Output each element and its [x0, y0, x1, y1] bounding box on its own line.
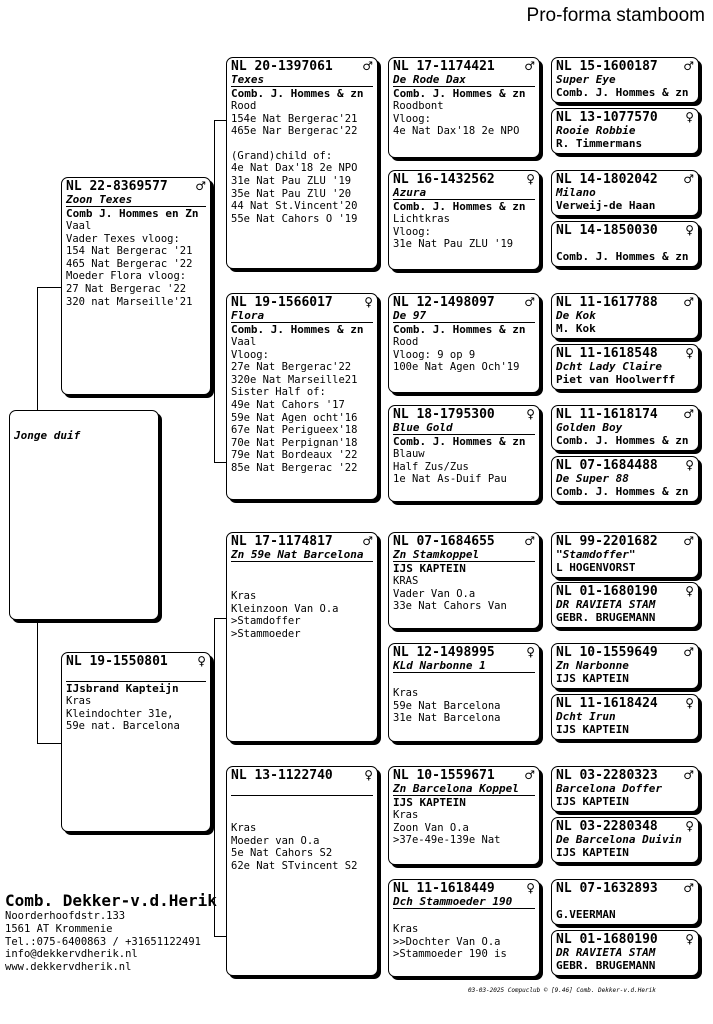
connector: [214, 120, 215, 462]
breeder-address: Noorderhoofdstr.133: [5, 910, 126, 922]
connector: [214, 462, 226, 463]
pedigree-card-g4-12: NL 11-1618424 ♀ Dcht Irun IJS KAPTEIN: [551, 694, 699, 740]
pedigree-card-g2-4: NL 13-1122740 ♀ Kras Moeder van O.a 5e Nat Cahors S2 62e Nat STvincent S2: [226, 766, 378, 976]
male-icon: ♂: [524, 295, 535, 309]
pedigree-card-g4-3: NL 14-1802042 ♂ Milano Verweij-de Haan: [551, 170, 699, 216]
female-icon: ♀: [685, 346, 694, 360]
connector: [37, 620, 38, 743]
female-icon: ♀: [685, 819, 694, 833]
sire-notes: Vaal Vader Texes vloog: 154 Nat Bergerac '21 465 Nat Bergerac '22 Moeder Flora vloog: 27 Nat Bergerac '22 320 nat Marseille'21: [66, 220, 193, 308]
female-icon: ♀: [685, 110, 694, 124]
pedigree-card-g3-5: NL 07-1684655 ♂ Zn Stamkoppel IJS KAPTEIN KRAS Vader Van O.a 33e Nat Cahors Van: [388, 532, 540, 629]
pedigree-card-g4-10: NL 01-1680190 ♀ DR RAVIETA STAM GEBR. BRUGEMANN: [551, 582, 699, 628]
pedigree-card-g3-1: NL 17-1174421 ♂ De Rode Dax Comb. J. Hommes & zn Roodbont Vloog: 4e Nat Dax'18 2e NPO: [388, 57, 540, 158]
male-icon: ♂: [683, 645, 694, 659]
male-icon: ♂: [683, 881, 694, 895]
female-icon: ♀: [526, 881, 535, 895]
pedigree-card-g2-1: NL 20-1397061 ♂ Texes Comb. J. Hommes & zn Rood 154e Nat Bergerac'21 465e Nar Bergerac'22 (Grand)child of: 4e Nat Dax'18 2e NPO 31e Nat Pau ZLU '19 35e Nat Pau ZlU '20 44 Nat St.Vincent'20 55e Nat Cahors O '19: [226, 57, 378, 269]
pedigree-card-g4-11: NL 10-1559649 ♂ Zn Narbonne IJS KAPTEIN: [551, 643, 699, 689]
subject-box: [9, 410, 159, 620]
dam-name-line: [66, 669, 206, 682]
female-icon: ♀: [364, 768, 373, 782]
male-icon: ♂: [524, 768, 535, 782]
breeder-phone: Tel.:075-6400863 / +31651122491: [5, 935, 201, 948]
connector: [37, 287, 38, 412]
breeder-city: 1561 AT Krommenie: [5, 922, 113, 935]
male-icon: ♂: [683, 534, 694, 548]
footer-text: 03-03-2025 Compuclub © [9.46] Comb. Dekker-v.d.Herik: [468, 987, 656, 994]
pedigree-card-g4-7: NL 11-1618174 ♂ Golden Boy Comb. J. Hommes & zn: [551, 405, 699, 451]
pedigree-card-g4-14: NL 03-2280348 ♀ De Barcelona Duivin IJS KAPTEIN: [551, 817, 699, 863]
pedigree-card-g4-13: NL 03-2280323 ♂ Barcelona Doffer IJS KAPTEIN: [551, 766, 699, 812]
pedigree-card-g4-15: NL 07-1632893 ♂ G.VEERMAN: [551, 879, 699, 925]
breeder-website: www.dekkervdherik.nl: [5, 961, 132, 974]
pedigree-card-g4-6: NL 11-1618548 ♀ Dcht Lady Claire Piet van Hoolwerff: [551, 344, 699, 390]
pedigree-card-g4-2: NL 13-1077570 ♀ Rooie Robbie R. Timmermans: [551, 108, 699, 154]
dam-owner: IJsbrand Kapteijn: [66, 682, 179, 695]
female-icon: ♀: [526, 645, 535, 659]
male-icon: ♂: [362, 59, 373, 73]
breeder-email: info@dekkervdherik.nl: [5, 948, 138, 961]
pedigree-card-g4-5: NL 11-1617788 ♂ De Kok M. Kok: [551, 293, 699, 339]
connector: [37, 743, 61, 744]
pedigree-card-g4-16: NL 01-1680190 ♀ DR RAVIETA STAM GEBR. BRUGEMANN: [551, 930, 699, 976]
female-icon: ♀: [197, 654, 206, 668]
pedigree-card-g4-8: NL 07-1684488 ♀ De Super 88 Comb. J. Hommes & zn: [551, 456, 699, 502]
pedigree-card-g4-4: NL 14-1850030 ♀ Comb. J. Hommes & zn: [551, 221, 699, 267]
female-icon: ♀: [685, 458, 694, 472]
female-icon: ♀: [685, 696, 694, 710]
pedigree-card-g3-2: NL 16-1432562 ♀ Azura Comb. J. Hommes & zn Lichtkras Vloog: 31e Nat Pau ZLU '19: [388, 170, 540, 270]
male-icon: ♂: [524, 534, 535, 548]
pedigree-card-g3-8: NL 11-1618449 ♀ Dch Stammoeder 190 Kras >>Dochter Van O.a >Stammoeder 190 is: [388, 879, 540, 977]
female-icon: ♀: [364, 295, 373, 309]
female-icon: ♀: [526, 172, 535, 186]
female-icon: ♀: [685, 932, 694, 946]
pedigree-card-g2-3: NL 17-1174817 ♂ Zn 59e Nat Barcelona Kras Kleinzoon Van O.a >Stamdoffer >Stammoeder: [226, 532, 378, 742]
sire-box: [61, 177, 211, 395]
sire-owner: Comb J. Hommes en Zn: [66, 207, 199, 220]
female-icon: ♀: [685, 584, 694, 598]
male-icon: ♂: [683, 59, 694, 73]
female-icon: ♀: [526, 407, 535, 421]
page-title: Pro-forma stamboom: [526, 5, 705, 26]
male-icon: ♂: [683, 295, 694, 309]
pedigree-card-g3-4: NL 18-1795300 ♀ Blue Gold Comb. J. Hommes & zn Blauw Half Zus/Zus 1e Nat As-Duif Pau: [388, 405, 540, 502]
dam-box: NL 19-1550801 ♀ IJsbrand Kapteijn Kras Kleindochter 31e, 59e nat. Barcelona: [61, 652, 211, 832]
male-icon: ♂: [683, 768, 694, 782]
pedigree-card-g4-9: NL 99-2201682 ♂ "Stamdoffer" L HOGENVORST: [551, 532, 699, 578]
connector: [214, 618, 226, 619]
male-icon: ♂: [683, 172, 694, 186]
male-icon: ♂: [524, 59, 535, 73]
pedigree-card-g4-1: NL 15-1600187 ♂ Super Eye Comb. J. Hommes & zn: [551, 57, 699, 103]
connector: [37, 287, 61, 288]
dam-ring-number: NL 19-1550801 ♀: [66, 654, 206, 669]
pedigree-card-g3-7: NL 10-1559671 ♂ Zn Barcelona Koppel IJS KAPTEIN Kras Zoon Van O.a >37e-49e-139e Nat: [388, 766, 540, 865]
female-icon: ♀: [685, 223, 694, 237]
subject-name: Jonge duif: [14, 429, 81, 442]
male-icon: ♂: [362, 534, 373, 548]
male-icon: ♂: [683, 407, 694, 421]
pedigree-card-g3-6: NL 12-1498995 ♀ KLd Narbonne 1 Kras 59e Nat Barcelona 31e Nat Barcelona: [388, 643, 540, 742]
pedigree-card-g2-2: NL 19-1566017 ♀ Flora Comb. J. Hommes & zn Vaal Vloog: 27e Nat Bergerac'22 320e Nat Marseille21 Sister Half of: 49e Nat Cahors '17 59e Nat Agen ocht'16 67e Nat Perigueex'18 70e Nat Perpignan'18 79e Nat Bordeaux '22 85e Nat Bergerac '22: [226, 293, 378, 500]
pedigree-card-g3-3: NL 12-1498097 ♂ De 97 Comb. J. Hommes & zn Rood Vloog: 9 op 9 100e Nat Agen Och'19: [388, 293, 540, 393]
connector: [214, 618, 215, 936]
sire-ring-number: NL 22-8369577 ♂: [66, 179, 206, 194]
male-icon: ♂: [195, 179, 206, 193]
connector: [214, 120, 226, 121]
breeder-info: [5, 892, 217, 974]
breeder-name: Comb. Dekker-v.d.Herik: [5, 891, 217, 910]
sire-name: Zoon Texes: [66, 194, 206, 207]
